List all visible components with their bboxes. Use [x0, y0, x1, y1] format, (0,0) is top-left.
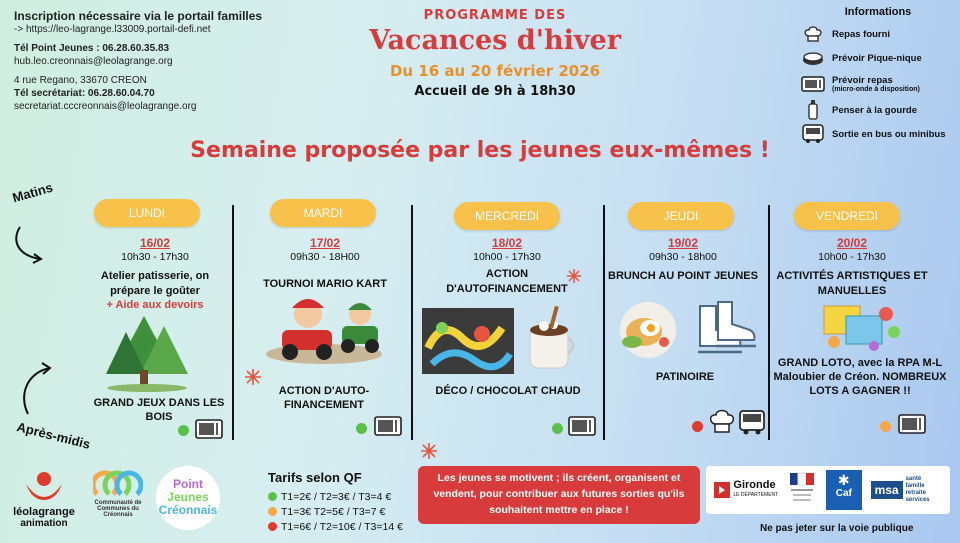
sparkle-icon	[420, 442, 438, 460]
microwave-icon	[800, 74, 826, 94]
day-hours: 10h30 - 17h30	[121, 251, 189, 263]
morning-activity: BRUNCH AU POINT JEUNES	[608, 270, 758, 282]
address: 4 rue Regano, 33670 CREON	[14, 75, 147, 86]
bottle-icon	[800, 100, 826, 120]
tarif-dot-red	[268, 522, 277, 531]
page-title: Vacances d'hiver	[369, 25, 621, 56]
email-hub[interactable]: hub.leo.creonnais@leolagrange.org	[14, 56, 173, 67]
bus-icon	[738, 410, 766, 436]
day-separator	[603, 205, 605, 440]
msa-name: msa	[871, 481, 903, 499]
ice-skates-image	[694, 298, 758, 360]
mario-kart-image	[262, 290, 386, 366]
morning-activity: Atelier patisserie, on prépare le goûter	[100, 270, 210, 297]
french-republic-logo-icon	[787, 471, 817, 509]
tab-lundi: LUNDI	[94, 199, 200, 227]
tab-mercredi: MERCREDI	[454, 202, 560, 230]
msa-logo	[871, 476, 942, 504]
tab-jeudi: JEUDI	[628, 202, 734, 230]
ccc-name: Communauté de Communes du Créonnais	[94, 500, 142, 518]
phone-secretariat: Tél secrétariat: 06.28.60.04.70	[14, 88, 155, 99]
pj-word1: Point	[173, 477, 203, 491]
ccc-mark-icon	[93, 468, 143, 498]
microwave-icon	[898, 414, 926, 434]
loto-image	[820, 302, 904, 352]
tarif-dot	[880, 421, 891, 432]
matins-label: Matins	[10, 179, 55, 206]
morning-activity: ACTIVITÉS ARTISTIQUES ET MANUELLES	[776, 270, 928, 297]
extra-activity: + Aide aux devoirs	[106, 299, 204, 311]
tarif-row-orange	[268, 504, 418, 519]
day-column-vendredi	[772, 236, 932, 299]
forest-image	[104, 312, 190, 392]
chef-hat-icon	[800, 24, 826, 44]
tarif-dot	[356, 423, 367, 434]
curved-arrow-up-icon	[18, 362, 58, 416]
microwave-icon	[568, 416, 596, 436]
morning-activity: TOURNOI MARIO KART	[263, 278, 387, 290]
tarif-row-red	[268, 519, 418, 534]
day-column-mercredi	[432, 236, 582, 297]
leo-name: léolagrange	[13, 506, 75, 518]
info-item-repas-micro	[800, 70, 956, 98]
afternoon-activity-mardi: ACTION D'AUTO-FINANCEMENT	[278, 385, 370, 411]
morning-activity: ACTION D'AUTOFINANCEMENT	[446, 268, 568, 295]
day-column-mardi	[250, 236, 400, 292]
lunchbox-icon	[800, 48, 826, 68]
tarif-dot	[178, 425, 189, 436]
day-separator	[232, 205, 234, 440]
tarif-row-green	[268, 489, 418, 504]
programme-label: PROGRAMME DES	[423, 8, 567, 23]
day-hours: 10h00 - 17h30	[473, 251, 541, 263]
youth-message: Les jeunes se motivent ; ils créent, organisent et vendent, pour contribuer aux futures sorties qu'ils souhaitent mettre en place !	[418, 466, 700, 524]
curved-arrow-icon	[12, 225, 46, 265]
info-item-piquenique	[800, 46, 956, 70]
info-label: Prévoir Pique-nique	[832, 52, 922, 64]
leo-sub: animation	[20, 518, 68, 529]
partner-logos	[706, 466, 950, 514]
pj-word3: Créonnais	[158, 503, 218, 517]
info-item-repas	[800, 22, 956, 46]
day-hours: 09h30 - 18H00	[290, 251, 360, 263]
tab-mardi: MARDI	[270, 199, 376, 227]
tarif-dot	[552, 423, 563, 434]
gironde-sub: LE DÉPARTEMENT	[733, 492, 779, 498]
date-range: Du 16 au 20 février 2026	[389, 62, 601, 80]
registration-note: Inscription nécessaire via le portail familles	[14, 9, 263, 23]
tarif-text: T1=3€ T2=5€ / T3=7 €	[281, 505, 386, 518]
tarifs-block	[268, 470, 418, 534]
tarif-text: T1=6€ / T2=10€ / T3=14 €	[281, 520, 403, 533]
info-item-gourde	[800, 98, 956, 122]
point-jeunes-logo	[156, 466, 220, 530]
gironde-logo	[714, 480, 778, 500]
day-date: 19/02	[667, 236, 699, 250]
gironde-name: Gironde	[733, 479, 776, 491]
day-hours: 10h00 - 17h30	[818, 251, 886, 263]
info-title: Informations	[844, 6, 912, 18]
sparkle-icon	[566, 268, 582, 284]
info-label: Prévoir repas (micro-onde à disposition)	[832, 75, 920, 93]
day-separator	[411, 205, 413, 440]
ccc-logo	[86, 468, 150, 518]
info-label: Penser à la gourde	[832, 104, 918, 116]
chef-hat-icon	[708, 408, 736, 436]
apres-midis-label: Après-midis	[15, 419, 92, 452]
tarifs-title: Tarifs selon QF	[268, 470, 362, 485]
info-legend	[800, 6, 956, 146]
brunch-image	[614, 298, 684, 360]
microwave-icon	[374, 416, 402, 436]
hot-chocolate-image	[522, 304, 578, 374]
day-column-jeudi	[608, 236, 758, 284]
gironde-mark-icon	[714, 482, 730, 498]
graffiti-image	[422, 308, 514, 374]
tarif-dot-green	[268, 492, 277, 501]
leo-lagrange-logo	[8, 470, 80, 529]
day-column-lundi	[80, 236, 230, 311]
afternoon-activity-mercredi: DÉCO / CHOCOLAT CHAUD	[435, 385, 581, 397]
email-secretariat[interactable]: secretariat.cccreonnais@leolagrange.org	[14, 101, 197, 112]
pj-word2: Jeunes	[167, 490, 209, 504]
day-hours: 09h30 - 18h00	[649, 251, 717, 263]
afternoon-activity-lundi: GRAND JEUX DANS LES BOIS	[93, 397, 225, 423]
tarif-text: T1=2€ / T2=3€ / T3=4 €	[281, 490, 392, 503]
header	[330, 8, 660, 99]
day-date: 17/02	[309, 236, 341, 250]
tarif-dot-orange	[268, 507, 277, 516]
msa-sub: santé famille retraite services	[905, 476, 930, 503]
day-separator	[768, 205, 770, 440]
day-date: 16/02	[139, 236, 171, 250]
afternoon-activity-vendredi: GRAND LOTO, avec la RPA M-L Maloubier de Créon. NOMBREUX LOTS A GAGNER !!	[773, 357, 947, 397]
caf-logo	[826, 470, 862, 510]
afternoon-activity-jeudi: PATINOIRE	[655, 371, 715, 383]
caf-mark-icon: ✱	[837, 472, 850, 488]
day-date: 20/02	[836, 236, 868, 250]
tab-vendredi: VENDREDI	[794, 202, 900, 230]
info-label: Repas fourni	[832, 28, 891, 40]
opening-hours: Accueil de 9h à 18h30	[414, 84, 576, 99]
contact-block	[14, 10, 314, 113]
tarif-dot	[692, 421, 703, 432]
day-date: 18/02	[491, 236, 523, 250]
leo-lagrange-mark-icon	[22, 470, 66, 502]
portal-link[interactable]: -> https://leo-lagrange.l33009.portail-defi.net	[14, 24, 211, 35]
info-label: Sortie en bus ou minibus	[832, 128, 946, 140]
caf-name: Caf	[835, 488, 852, 499]
headline: Semaine proposée par les jeunes eux-mêmes !	[190, 138, 770, 163]
microwave-icon	[195, 419, 223, 439]
phone-point-jeunes: Tél Point Jeunes : 06.28.60.35.83	[14, 43, 170, 54]
footer-note: Ne pas jeter sur la voie publique	[760, 523, 914, 534]
